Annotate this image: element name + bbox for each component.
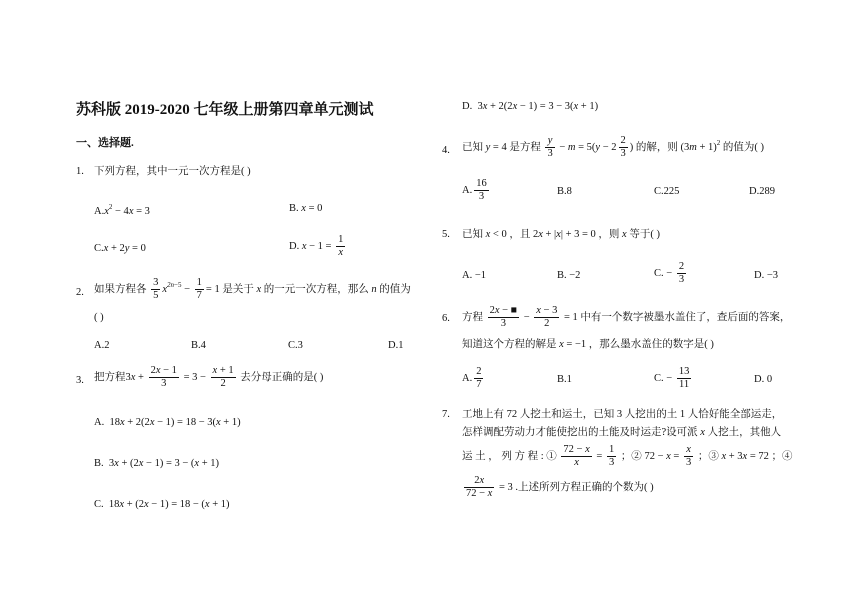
q1-stem: 下列方程，其中一元一次方程是( ) xyxy=(94,166,251,177)
q7-line1: 工地上有 72 人挖土和运土，已知 3 人挖出的土 1 人恰好能全部运走， xyxy=(462,409,783,420)
q4-stem: 已知 y = 4 是方程 $\frac{y}{3}$ − m = 5(y − 2 $\frac{2}{3}$ ) 的解，则 $(3m + 1)^2$ 的值为( ) xyxy=(462,135,765,160)
q6-option-d[interactable]: D. 0 xyxy=(754,374,773,385)
q1-option-b[interactable]: B. x = 0 xyxy=(289,203,323,214)
q1-number: 1. xyxy=(76,166,84,177)
q2-option-b[interactable]: B.4 xyxy=(191,340,206,351)
q4-option-a[interactable]: A. $\frac{16}{3}$ xyxy=(462,178,487,203)
q5-option-c[interactable]: C. − $\frac{2}{3}$ xyxy=(654,261,685,286)
q2-number: 2. xyxy=(76,287,84,298)
q6-option-b[interactable]: B.1 xyxy=(557,374,572,385)
q5-stem: 已知 x < 0 ，且 2x + |x| + 3 = 0 ，则 x 等于( ) xyxy=(462,229,660,240)
q3-option-a[interactable]: A. 18x + 2(2x − 1) = 18 − 3(x + 1) xyxy=(94,417,241,428)
q4-option-c[interactable]: C.225 xyxy=(654,186,680,197)
q2-option-c[interactable]: C.3 xyxy=(288,340,303,351)
q1-option-c[interactable]: C.x + 2y = 0 xyxy=(94,243,146,254)
q2-option-d[interactable]: D.1 xyxy=(388,340,404,351)
q2-option-a[interactable]: A.2 xyxy=(94,340,110,351)
q5-option-a[interactable]: A. −1 xyxy=(462,270,487,281)
q7-line2: 怎样调配劳动力才能使挖出的土能及时运走?设可派 x 人挖土，其他人 xyxy=(462,427,782,438)
q3-option-b[interactable]: B. 3x + (2x − 1) = 3 − (x + 1) xyxy=(94,458,220,469)
q6-option-c[interactable]: C. − $\frac{13}{11}$ xyxy=(654,366,690,391)
q3-number: 3. xyxy=(76,375,84,386)
q1-option-a[interactable]: $A.x^2 - 4x = 3$ xyxy=(94,203,150,217)
q6-option-a[interactable]: A. $\frac{2}{7}$ xyxy=(462,366,482,391)
q3-option-c[interactable]: C. 18x + (2x − 1) = 18 − (x + 1) xyxy=(94,499,230,510)
q3-stem: 把方程3x + $\frac{2x - 1}{3}$ = 3 − $\frac{x + 1}{2}$ 去分母正确的是( ) xyxy=(94,365,324,390)
q5-option-d[interactable]: D. −3 xyxy=(754,270,779,281)
q7-line3: 运 土 ， 列 方 程 : ① $\frac{72 - x}{x}$ = $\frac{1}{3}$ ；② 72 − x = $\frac{x}{3}$ ；③ x + 3x = 72 ；④ xyxy=(462,444,793,469)
q7-number: 7. xyxy=(442,409,450,420)
q4-number: 4. xyxy=(442,145,450,156)
q4-option-d[interactable]: D.289 xyxy=(749,186,775,197)
q5-option-b[interactable]: B. −2 xyxy=(557,270,581,281)
page-title: 苏科版 2019-2020 七年级上册第四章单元测试 xyxy=(76,102,374,118)
section-heading: 一、选择题. xyxy=(76,137,134,149)
q7-line4: $\frac{2x}{72 - x}$ = 3 .上述所列方程正确的个数为( ) xyxy=(466,475,654,500)
q5-number: 5. xyxy=(442,229,450,240)
q4-option-b[interactable]: B.8 xyxy=(557,186,572,197)
q6-stem: 方程 $\frac{2x - ■}{3}$ − $\frac{x - 3}{2}$ = 1 中有一个数字被墨水盖住了，查后面的答案， xyxy=(462,305,791,330)
q3-option-d[interactable]: D. 3x + 2(2x − 1) = 3 − 3(x + 1) xyxy=(462,101,599,112)
q6-number: 6. xyxy=(442,313,450,324)
q2-paren: ( ) xyxy=(94,312,104,323)
q2-stem: 如果方程各 $\frac{3}{5}$ $x^{2n-5}$ − $\frac{1}{7}$ = 1 是关于 x 的一元一次方程，那么 n 的值为 xyxy=(94,277,411,302)
q1-option-d[interactable]: D. x − 1 = $\frac{1}{x}$ xyxy=(289,234,344,259)
q6-stem-line2: 知道这个方程的解是 x = −1 ，那么墨水盖住的数字是( ) xyxy=(462,339,714,350)
